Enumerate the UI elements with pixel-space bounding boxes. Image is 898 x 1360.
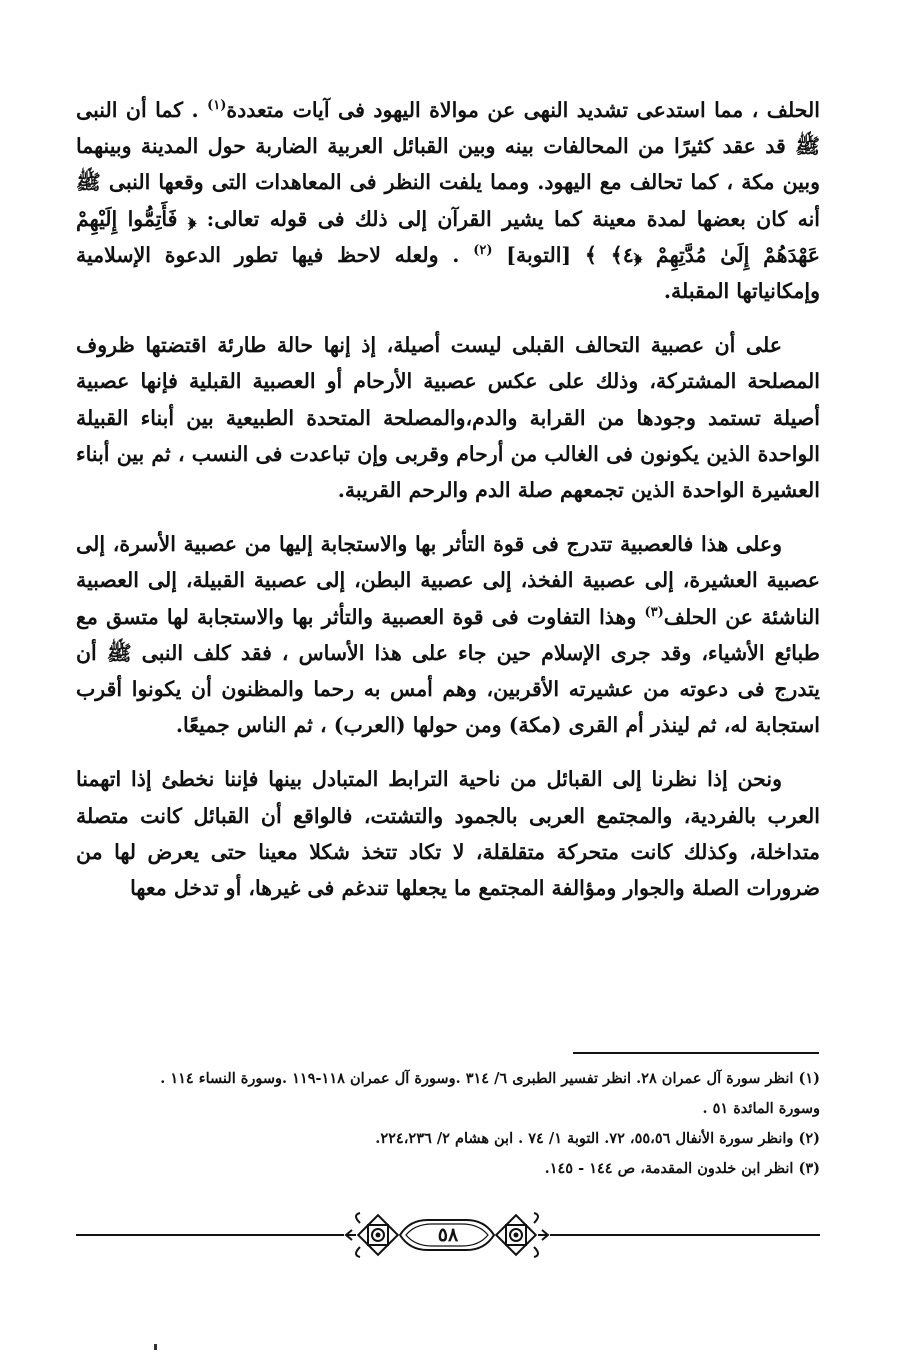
- footer-rule-left: [76, 1234, 344, 1236]
- main-text: [76, 92, 820, 924]
- paragraph-2: [76, 327, 820, 508]
- paragraph-1: [76, 92, 820, 309]
- scan-speck: [154, 1344, 157, 1350]
- footnote-ref-3[interactable]: (٣): [644, 604, 664, 620]
- paragraph-1-text-a: الحلف ، مما استدعى تشديد النهى عن موالاة اليهود فى آيات متعددة: [226, 98, 820, 122]
- paragraph-1-text-b: . كما أن النبى ﷺ قد عقد كثيرًا من المحالفات بينه وبين القبائل العربية الضاربة حول المدينة وبينهما وبين مكة ، كما تحالف مع اليهود. ومما يلفت النظر فى المعاهدات التى وقعها النبى ﷺ أنه كان بعضها لمدة معينة كما يشير القرآن إلى ذلك فى قوله تعالى: ﴿ فَأَتِمُّوا إِلَيْهِمْ عَهْدَهُمْ إِلَىٰ مُدَّتِهِمْ ﴿٤﴾ ﴾ [التوبة]: [76, 98, 820, 267]
- footer-rule-right: [550, 1234, 820, 1236]
- footnote-3: (٣) انظر ابن خلدون المقدمة، ص ١٤٤ - ١٤٥.: [544, 1160, 820, 1177]
- footnotes: [76, 1064, 820, 1184]
- footnote-ref-2[interactable]: (٢): [473, 242, 493, 258]
- paragraph-2-text: على أن عصبية التحالف القبلى ليست أصيلة، إذ إنها حالة طارئة اقتضتها ظروف المصلحة المشتركة، وذلك على عكس عصبية الأرحام أو العصبية القبلية فإنها عصبية أصيلة تستمد وجودها من القرابة والدم،والمصلحة المتحدة الطبيعية بين أبناء القبيلة الواحدة الذين يكونون فى الغالب من أرحام وقربى وإن تباعدت فى النسب ، ثم بين أبناء العشيرة الواحدة الذين تجمعهم صلة الدم والرحم القريبة.: [76, 333, 820, 503]
- footnote-2: (٢) وانظر سورة الأنفال ٥٥،٥٦، ٧٢. التوبة ١/ ٧٤ . ابن هشام ٢/ ٢٢٤،٢٣٦.: [375, 1130, 820, 1147]
- paragraph-3-text-b: وهذا التفاوت فى قوة العصبية والتأثر بها والاستجابة لها متسق مع طبائع الأشياء، وقد جرى الإسلام حين جاء على هذا الأساس ، فقد كلف النبى ﷺ أن يتدرج فى دعوته من عشيرته الأقربين، وهم أمس به رحما والمظنون أن يكونوا أقرب استجابة له، ثم لينذر أم القرى (مكة) ومن حولها (العرب) ، ثم الناس جميعًا.: [76, 604, 820, 738]
- footnote-separator: [573, 1052, 819, 1054]
- paragraph-4: [76, 761, 820, 906]
- paragraph-3: [76, 526, 820, 743]
- paragraph-3-text-a: وعلى هذا فالعصبية تتدرج فى قوة التأثر بها والاستجابة إليها من عصبية الأسرة، إلى عصبية العشيرة، إلى عصبية الفخذ، إلى عصبية البطن، إلى عصبية القبيلة، إلى العصبية الناشئة عن الحلف: [76, 532, 820, 629]
- page-number: ٥٨: [437, 1224, 459, 1246]
- footnote-ref-1[interactable]: (١): [207, 98, 227, 114]
- footnote-1-continuation: وسورة المائدة ٥١ .: [702, 1100, 820, 1117]
- footnote-1: (١) انظر سورة آل عمران ٢٨. انظر تفسير الطبرى ٦/ ٣١٤ .وسورة آل عمران ١١٨-١١٩ .وسورة النساء ١١٤ .: [160, 1070, 820, 1087]
- paragraph-4-text: ونحن إذا نظرنا إلى القبائل من ناحية الترابط المتبادل بينها فإننا نخطئ إذا اتهمنا العرب بالفردية، والمجتمع العربى بالجمود والتشتت، فالواقع أن القبائل كانت متصلة متداخلة، وكذلك كانت متحركة متقلقلة، لا تكاد تتخذ شكلا معينا حتى يعرض لها من ضرورات الصلة والجوار ومؤالفة المجتمع ما يجعلها تندغم فى غيرها، أو تدخل معها: [76, 767, 820, 901]
- paragraph-1-text-c: . ولعله لاحظ فيها تطور الدعوة الإسلامية وإمكانياتها المقبلة.: [76, 242, 820, 304]
